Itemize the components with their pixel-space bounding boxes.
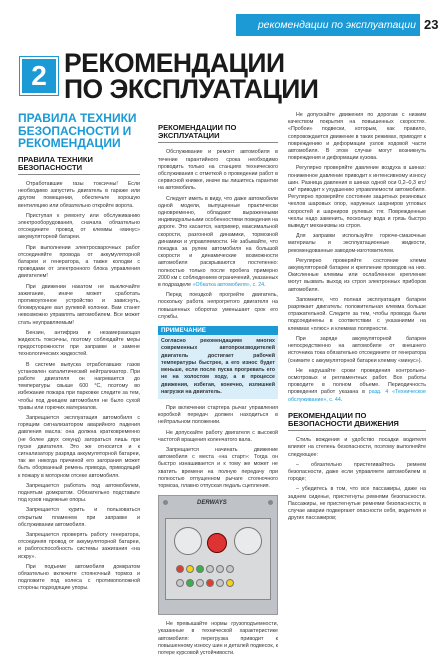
- led-icon: [186, 579, 194, 587]
- paragraph: Регулярно проверяйте давление воздуха в шинах: пониженное давление приводит к интенсивному износу шин. Разница давления в шинах одной оси 0,2–0,3 кгс/см² приводит к ухудшению управляемости автомобиля. Регулярно проверяйте состояние защитных резиновых чехлов шаровых опор, наружных шарниров угловых скоростей и шарниров рулевых тяг. Поврежденные чехлы надо заменить, поскольку вода и грязь быстро выведут механизмы из строя.: [288, 165, 426, 230]
- paragraph: Следует иметь в виду, что даже автомобили одной модели, выпущенные практически одновременно, обладают выраженными индивидуальными особенностями поведения на дороге. Это касается, например, максимальной скорости, разгонной динамики, тормозной динамики и управляемости. Не забывайте, что поездка за рулем автомобиля на большой скорости и динамические возможности автомобиля раскрываются постепенно: полностью только после пробега примерно 2000 км с соблюдением ограничений, указанных в подразделе «Обкатка автомобиля», с. 24.: [158, 195, 278, 289]
- paragraph: Запомните, что полная эксплуатация батареи разряжает двигатель: положительная клемма больше отражательной. Следите за тем, чтобы провода были подсоединены в соответствии с указаниями на клеммах «плюс» и клеммах полярности.: [288, 296, 426, 332]
- paragraph: Запрещается эксплуатация автомобиля с горящим сигнализатором аварийного падения давления масла: она должна кратковременно (не более двух секунд) загораться лишь при пуске двигателя. Это же относится и к сигнализатору разряда аккумуляторной батареи, так же никогда причиной его загорания может быть оборванный ремень привода, приводящий к пожару в моторном отсеке автомобиля.: [18, 415, 140, 479]
- paragraph-list: [18, 181, 140, 593]
- led-icon: [206, 579, 214, 587]
- column-3: [288, 112, 426, 525]
- paragraph: Запрещается работать под автомобилем, поднятым домкратом. Обязательно подставьте под кузов надежные опоры.: [18, 482, 140, 504]
- column-1: [18, 112, 140, 596]
- indicator-led-row: [176, 565, 234, 573]
- paragraph: Регулярно проверяйте состояние клемм аккумуляторной батареи и крепление проводов на них. Окисленные клеммы или ослабленное крепление могут вызвать выход из строя электронных приборов автомобиля.: [288, 257, 426, 293]
- note-heading: ПРИМЕЧАНИЕ: [158, 326, 278, 335]
- led-icon: [206, 565, 214, 573]
- paragraph: Приступая к ремонту или обслуживанию электрооборудования, сначала обязательно отсоедините провод от клеммы «минус» аккумуляторной батареи.: [18, 212, 140, 241]
- page-header: [0, 6, 442, 32]
- paragraph: Перед поездкой прогрейте двигатель, поскольку работа непрогретого двигателя на повышенных оборотах уменьшает срок его службы.: [158, 292, 278, 320]
- subsection-heading-operation: РЕКОМЕНДАЦИИ ПО ЭКСПЛУАТАЦИИ: [158, 124, 278, 143]
- paragraph: Запрещается начинать движение автомобиля с места «на старт»: Тогда он быстро изнашивается и к тому же может не хватить времени на полную передачу при полностью отпущенном рычаге стояночного тормоза, плавно отпуская педаль сцепления.: [158, 446, 278, 489]
- indicator-led-row: [176, 579, 234, 587]
- column-2: [158, 112, 278, 660]
- paragraph: – убедитесь в том, что все пассажиры, даже на заднем сиденье, пристегнуты ремнями безопасности. Пассажиры, не пристегнутые ремнями безопасности, в случае аварии подвергают опасности себя, водителя и других пассажиров;: [288, 486, 426, 522]
- paragraph: Отработавшие газы токсичны! Если необходимо запустить двигатель в гараже или другом помещении, обеспечьте хорошую вентиляцию или обязательно откройте ворота.: [18, 180, 140, 209]
- paragraph: Для заправки используйте горюче-смазочные материалы и эксплуатационные жидкости, рекомендованные заводом-изготовителем.: [288, 233, 426, 254]
- warning-indicator-icon: [207, 533, 227, 553]
- chapter-number-badge: [20, 57, 58, 95]
- led-icon: [186, 565, 194, 573]
- paragraph: Бензин, антифриз и незамерзающая жидкость токсичны, поэтому соблюдайте меры предосторожности при заправке и замене технологических жидкостей.: [18, 329, 140, 358]
- panel-face: [165, 518, 271, 600]
- led-icon: [196, 579, 204, 587]
- paragraph: Запрещается курить и пользоваться открытым пламенем при заправке и обслуживании автомобиля.: [18, 507, 140, 528]
- paragraph: – обязательно пристегивайтесь ремнем безопасности, даже если управляете автомобилем в городе;: [288, 461, 426, 483]
- note-body: Согласно рекомендациям многих современных автопроизводителей двигатель достигает рабочей температуры быстрее, а его износ будет меньше, если после пуска прогревать его не на холостом ходу, а в процессе движения, избегая, конечно, излишней нагрузки на двигатель.: [158, 335, 278, 399]
- panel-logo: DERWAYS: [197, 500, 227, 507]
- subsection-heading-safety-rules: ПРАВИЛА ТЕХНИКИ БЕЗОПАСНОСТИ: [18, 156, 140, 175]
- running-header: рекомендации по эксплуатации: [257, 19, 416, 31]
- chapter-title-line1: РЕКОМЕНДАЦИИ: [64, 48, 285, 78]
- paragraph: В системе выпуска отработавших газов установлен каталитический нейтрализатор. При работе двигателя он нагревается до температуры свыше 600 °С, поэтому во избежание пожара при парковке следите за тем, чтобы под днищем автомобиля не было сухой травы или горючих материалов.: [18, 361, 140, 411]
- paragraph: Не превышайте нормы грузоподъемности, указанные в технической характеристике автомобиля: перегрузка приводит к повышенному износу шин и деталей подвесок, к потере курсовой устойчивости.: [158, 621, 278, 656]
- alarm-control-panel-photo: [158, 495, 278, 615]
- paragraph: При подъеме автомобиля домкратом обязательно включите стояночный тормоз и подложите под колеса с противоположной стороны подходящие упоры.: [18, 563, 140, 592]
- led-icon: [196, 565, 204, 573]
- led-icon: [216, 565, 224, 573]
- dial-icon: [174, 527, 202, 555]
- chapter-title-line2: ПО ЭКСПЛУАТАЦИИ: [64, 74, 319, 104]
- led-icon: [226, 579, 234, 587]
- subsection-heading-driving-safety: РЕКОМЕНДАЦИИ ПО БЕЗОПАСНОСТИ ДВИЖЕНИЯ: [288, 412, 426, 431]
- led-icon: [176, 579, 184, 587]
- paragraph: Не допускайте движения по дорогам с низким качеством покрытия на повышенных скоростях. «Пробои» подвески, которым, как правило, сопровождается движение в таких режимах, приводят к повреждению и деформации узлов ходовой части автомобиля. В этом случае могут возникнуть повреждения и деформации кузова.: [288, 112, 426, 162]
- page-number: 23: [424, 17, 439, 32]
- paragraph: Не нарушайте сроки проведения контрольно-осмотровых и регламентных работ. Все работы проводите в полном объеме. Периодичность проведения работ указана в разд. 4 «Техническое обслуживание», с. 44.: [288, 367, 426, 403]
- screw-icon: [268, 500, 273, 505]
- paragraph: При включении стартера рычаг управления коробкой передач должен находиться в нейтральном положении.: [158, 404, 278, 426]
- paragraph: Обслуживание и ремонт автомобиля в течение гарантийного срока необходимо проводить только на станциях технического обслуживания с отметкой о проведении работ в сервисной книжке, иначе вы лишитесь гарантии на автомобиль.: [158, 149, 278, 192]
- paragraph: Стиль вождения и удобство посадки водителя влияют на степень безопасности, поэтому выполняйте следующее:: [288, 437, 426, 458]
- section-heading-safety: ПРАВИЛА ТЕХНИКИ БЕЗОПАСНОСТИ И РЕКОМЕНДАЦИИ: [18, 111, 137, 150]
- led-icon: [226, 565, 234, 573]
- led-icon: [176, 565, 184, 573]
- paragraph: При выполнении электросварочных работ отсоединяйте провода от аккумуляторной батареи и генератора, а также колодки с проводами от электронного блока управления двигателем!: [18, 244, 140, 280]
- led-icon: [216, 579, 224, 587]
- cross-reference-link[interactable]: разд. 4 «Техническое обслуживание», с. 44: [288, 389, 426, 403]
- chapter-number: 2: [31, 60, 47, 91]
- paragraph: При движении накатом не выключайте зажигание, иначе может сработать противоугонное устройство и зависнуть, блокирующее вал рулевой колонки. Вам станет невозможно управлять автомобилем. Все может стать неуправляемым!: [18, 283, 140, 326]
- screw-icon: [163, 500, 168, 505]
- paragraph: Не допускайте работу двигателя с высокой частотой вращения коленчатого вала.: [158, 429, 278, 443]
- paragraph: Запрещается проверять работу генератора, отсоединяя провод от аккумуляторной батареи, и работоспособность системы зажигания «на искру».: [18, 532, 140, 560]
- paragraph: При заряде аккумуляторной батареи непосредственно на автомобиле от внешнего источника тока обязательно отсоедините от генератора (снимите с аккумуляторной батареи клемму «минус»).: [288, 335, 426, 364]
- cross-reference-link[interactable]: «Обкатка автомобиля», с. 24: [192, 282, 265, 289]
- chapter-title: [64, 50, 318, 102]
- dial-icon: [234, 527, 262, 555]
